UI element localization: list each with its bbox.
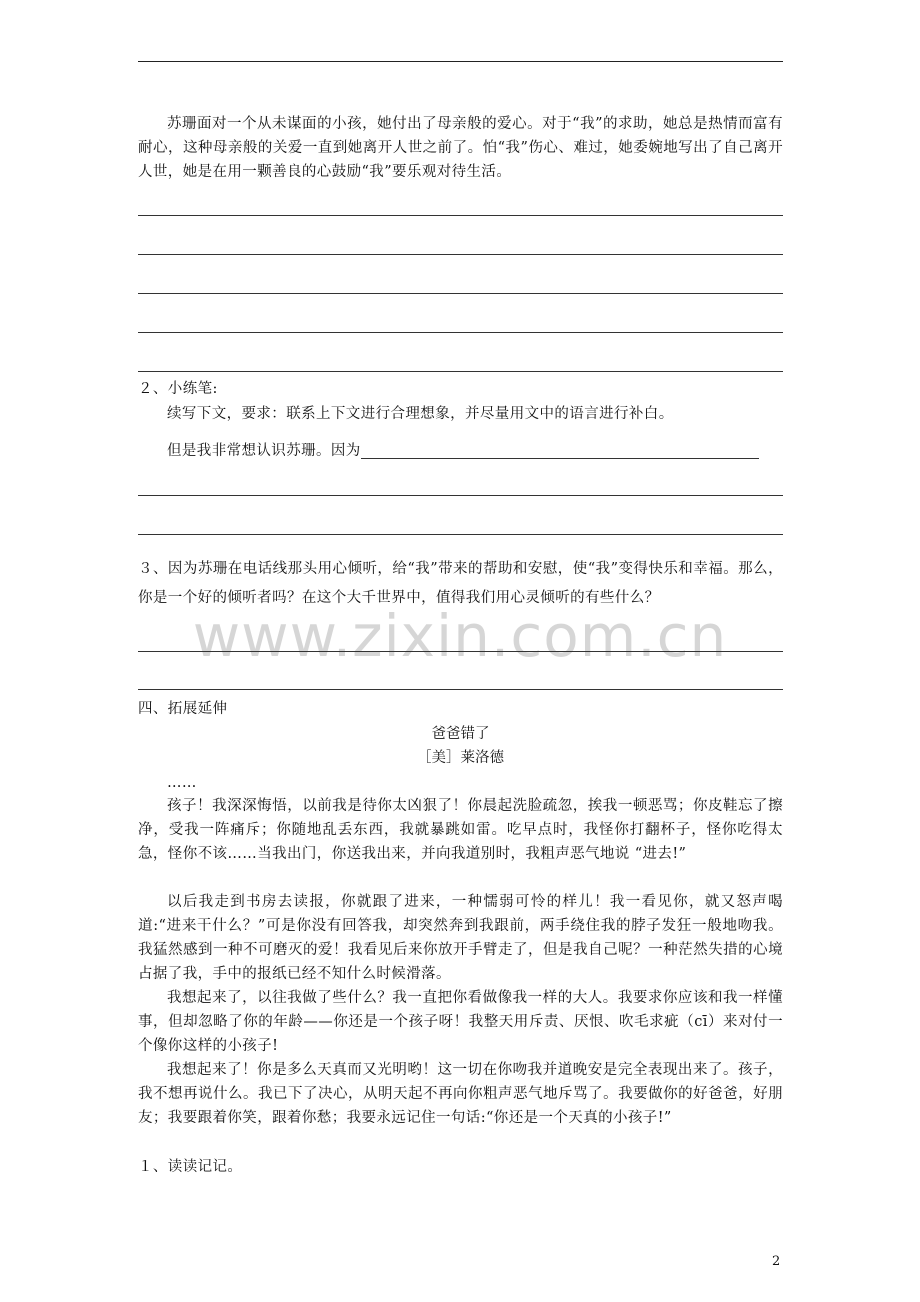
article-title: 爸爸错了	[431, 726, 490, 742]
answer-line-5[interactable]	[138, 371, 783, 372]
article-paragraph-4: 我想起来了！你是多么天真而又光明哟！这一切在你吻我并道晚安是完全表现出来了。孩子，我不想再说什么。我已下了决心，从明天起不再向你粗声恶气地斥骂了。我要做你的好爸爸，好朋友；我要跟着你笑，跟着你愁；我要永远记住一句话:“你还是一个天真的小孩子!”	[138, 1062, 783, 1126]
answer-line-1[interactable]	[138, 215, 783, 216]
question-2-instruction: 续写下文，要求：联系上下文进行合理想象，并尽量用文中的语言进行补白。	[167, 406, 674, 422]
answer-line-9[interactable]	[138, 689, 783, 690]
answer-line-6[interactable]	[138, 495, 783, 496]
section-4-question-1: １、读读记记。	[138, 1159, 243, 1175]
section-4-heading: 四、拓展延伸	[138, 701, 228, 717]
intro-paragraph: 苏珊面对一个从未谋面的小孩，她付出了母亲般的爱心。对于“我”的求助，她总是热情而富有耐心，这种母亲般的关爱一直到她离开人世之前了。怕“我”伤心、难过，她委婉地写出了自己离开人世，她是在用一颗善良的心鼓励“我”要乐观对待生活。	[138, 116, 783, 180]
article-paragraph-3: 我想起来了，以往我做了些什么？我一直把你看做像我一样的大人。我要求你应该和我一样懂事，但却忽略了你的年龄——你还是一个孩子呀！我整天用斥责、厌恨、吹毛求疵（cī）来对付一个像你这样的小孩子!	[138, 990, 783, 1054]
prompt-text: 但是我非常想认识苏珊。因为	[167, 443, 361, 459]
answer-line-3[interactable]	[138, 293, 783, 294]
page-number: 2	[772, 1254, 781, 1269]
question-3-text: ３、因为苏珊在电话线那头用心倾听，给“我”带来的帮助和安慰，使“我”变得快乐和幸福。那么，你是一个好的倾听者吗？在这个大千世界中，值得我们用心灵倾听的有些什么？	[138, 561, 783, 606]
answer-line-4[interactable]	[138, 332, 783, 333]
question-2-label: ２、小练笔:	[138, 381, 218, 397]
article-ellipsis: ……	[167, 775, 197, 791]
question-2-prompt	[138, 439, 783, 463]
fill-in-blank[interactable]	[361, 440, 759, 459]
watermark: www.zixin.com.cn	[192, 602, 728, 670]
answer-line-8[interactable]	[138, 651, 783, 652]
article-paragraph-2: 以后我走到书房去读报，你就跟了进来，一种懦弱可怜的样儿！我一看见你，就又怒声喝道:“进来干什么？”可是你没有回答我，却突然奔到我跟前，两手绕住我的脖子发狂一般地吻我。我猛然感到一种不可磨灭的爱！我看见后来你放开手臂走了，但是我自己呢？一种茫然失措的心境占据了我，手中的报纸已经不知什么时候滑落。	[138, 894, 783, 982]
article-paragraph-1: 孩子！我深深悔悟，以前我是待你太凶狠了！你晨起洗脸疏忽，挨我一顿恶骂；你皮鞋忘了擦净，受我一阵痛斥；你随地乱丢东西，我就暴跳如雷。吃早点时，我怪你打翻杯子，怪你吃得太急，怪你不该……当我出门，你送我出来，并向我道别时，我粗声恶气地说 “进去!”	[138, 798, 783, 862]
answer-line-2[interactable]	[138, 254, 783, 255]
header-rule	[138, 61, 783, 62]
answer-line-7[interactable]	[138, 534, 783, 535]
article-author: ［美］莱洛德	[417, 750, 504, 766]
